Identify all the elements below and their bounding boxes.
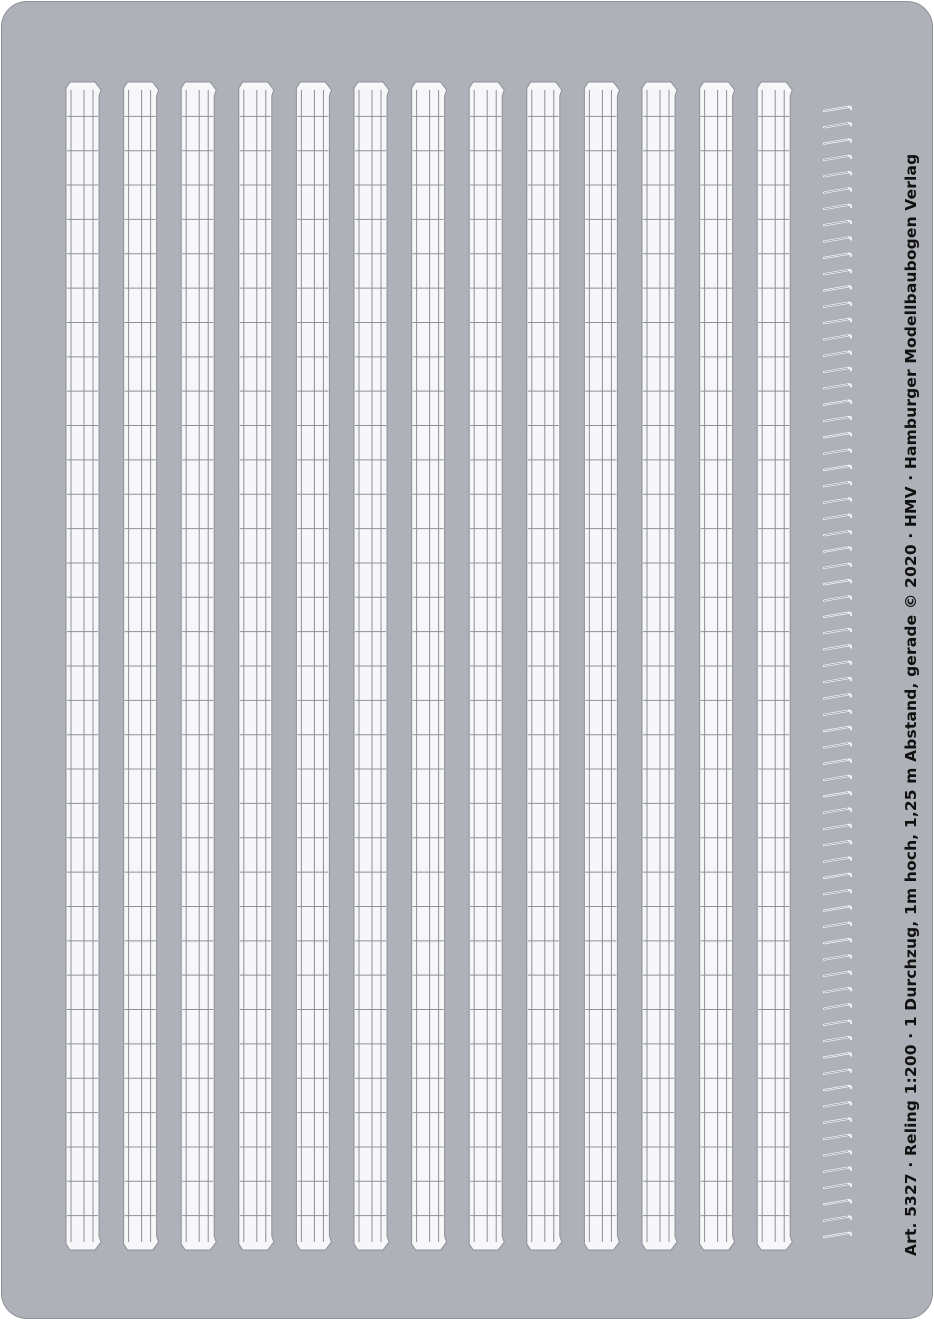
small-part [824,792,851,796]
railing-strip [296,82,331,1250]
small-part [824,237,851,241]
small-part [824,139,851,143]
small-part [824,1167,851,1171]
small-part [824,1233,851,1237]
small-part [824,906,851,910]
small-part [824,107,851,111]
small-part [824,123,851,127]
small-part [824,531,851,535]
small-part [824,1184,851,1188]
small-part [824,352,851,356]
small-part [824,678,851,682]
small-part [824,498,851,502]
small-part [824,156,851,160]
small-part [824,972,851,976]
small-part [824,743,851,747]
small-part [824,303,851,307]
small-part [824,580,851,584]
railing-strip [584,82,619,1250]
railing-strip [642,82,677,1250]
railing-strip [181,82,216,1250]
small-part [824,254,851,258]
small-part [824,1102,851,1106]
railing-strip [757,82,792,1250]
small-part [824,433,851,437]
small-part [824,466,851,470]
small-part [824,939,851,943]
small-part [824,874,851,878]
small-part [824,727,851,731]
small-part [824,808,851,812]
small-part [824,1037,851,1041]
small-part [824,760,851,764]
small-part [824,645,851,649]
small-part [824,1004,851,1008]
railing-fret [2,2,934,1320]
small-part [824,841,851,845]
small-part [824,400,851,404]
small-part [824,613,851,617]
small-part [824,1151,851,1155]
small-part [824,988,851,992]
small-part [824,172,851,176]
railing-strip [700,82,735,1250]
small-part [824,711,851,715]
small-part [824,890,851,894]
railing-strip [469,82,504,1250]
sheet-label: Art. 5327 · Reling 1:200 · 1 Durchzug, 1m hoch, 1,25 m Abstand, gerade © 2020 · HMV · Hamburger Modellbaubogen Verlag [902,153,920,1256]
small-part [824,1119,851,1123]
small-part [824,417,851,421]
small-part [824,694,851,698]
small-part [824,564,851,568]
small-part [824,205,851,209]
small-part [824,319,851,323]
small-part [824,547,851,551]
railing-strip [412,82,447,1250]
small-part [824,368,851,372]
small-part [824,1135,851,1139]
small-part [824,188,851,192]
small-part [824,335,851,339]
small-part [824,955,851,959]
small-part [824,1216,851,1220]
small-part [824,1086,851,1090]
small-part [824,1021,851,1025]
small-part [824,629,851,633]
small-part [824,270,851,274]
small-part [824,857,851,861]
small-part [824,1053,851,1057]
railing-strip [354,82,389,1250]
small-part [824,482,851,486]
railing-strip [527,82,562,1250]
railing-strip [239,82,274,1250]
photo-etch-sheet [1,1,933,1319]
small-part [824,1200,851,1204]
small-part [824,286,851,290]
railing-strip [124,82,159,1250]
small-part [824,1070,851,1074]
small-part [824,449,851,453]
small-part [824,923,851,927]
small-part [824,515,851,519]
small-part [824,384,851,388]
railing-strip [66,82,101,1250]
small-part [824,662,851,666]
small-part [824,596,851,600]
small-part [824,221,851,225]
small-part [824,776,851,780]
small-part [824,825,851,829]
